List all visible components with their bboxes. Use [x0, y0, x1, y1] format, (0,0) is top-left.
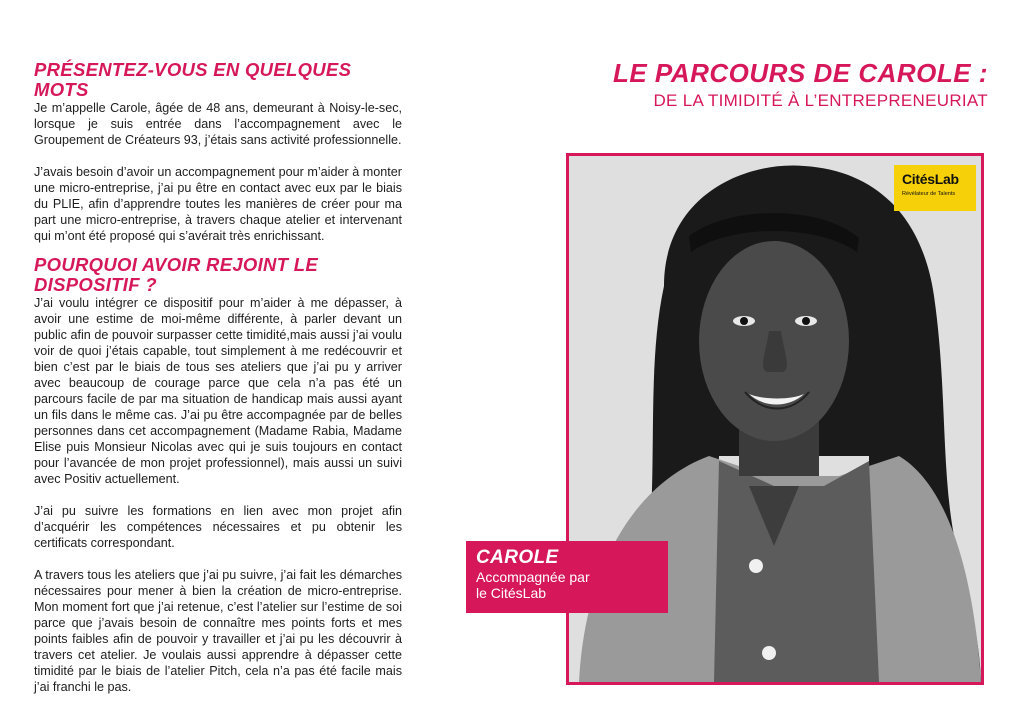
- name-card: [466, 541, 668, 613]
- paragraph: J’ai pu suivre les formations en lien avec mon projet afin d’acquérir les compétences nécessaires et pu obtenir les certificats correspondant.: [34, 504, 402, 550]
- section-heading-presentation: PRÉSENTEZ-VOUS EN QUELQUES MOTS: [34, 59, 352, 100]
- logo-name: CitésLab: [902, 171, 959, 187]
- name-card-line2: le CitésLab: [476, 585, 547, 601]
- citeslab-logo: [894, 165, 976, 211]
- person-name: CAROLE: [476, 547, 559, 568]
- paragraph: Je m’appelle Carole, âgée de 48 ans, demeurant à Noisy-le-sec, lorsque je suis entrée dans l’accompagnement avec le Groupement de Créateurs 93, j’étais sans activité professionnelle.: [34, 101, 402, 147]
- title-block: [613, 58, 988, 112]
- paragraph: J’ai voulu intégrer ce dispositif pour m’aider à me dépasser, à avoir une estime de moi-même différente, à parler devant un public afin de pouvoir surpasser cette timidité,mais aussi j’ai voulu voir de quoi j’étais capable, tout simplement à me redécouvrir et bien c’est par le biais de tous ses ateliers que j’ai pu y arriver avec beaucoup de courage parce que cela n’a pas été un parcours facile de par ma situation de handicap mais aussi ayant un fils dans le même cas. J’ai pu être accompagnée par de belles personnes dans cet accompagnement (Madame Rabia, Madame Elise puis Monsieur Nicolas avec qui je suis toujours en contact pour l’avancée de mon projet professionnel), mais aussi un suivi avec Positiv actuellement.: [34, 296, 402, 486]
- left-column: [34, 60, 402, 695]
- page-title: LE PARCOURS DE CAROLE :: [612, 58, 988, 88]
- paragraph: A travers tous les ateliers que j’ai pu suivre, j’ai fait les démarches nécessaires pour mener à bien la création de micro-entreprise. Mon moment fort que j’ai retenue, c’est l’atelier sur l’estime de soi parce que j’avais besoin de connaître mes points forts et mes points faibles afin de pouvoir y travailler et j’ai pu les découvrir à travers cet atelier. Je voulais aussi apprendre à dépasser cette timidité par le biais de l’atelier Pitch, cela n’a pas été facile mais j’ai franchi le pas.: [34, 568, 402, 694]
- section-heading-motivation: POURQUOI AVOIR REJOINT LE DISPOSITIF ?: [34, 254, 318, 295]
- paragraph: J’avais besoin d’avoir un accompagnement pour m’aider à monter une micro-entreprise, j’ai pu être en contact avec eux par le biais du PLIE, afin d’apprendre toutes les manières de créer pour ma part une micro-entreprise, à travers chaque atelier et intervenant qui m’ont été proposé qui s’avérait très enrichissant.: [34, 165, 402, 243]
- name-card-line1: Accompagnée par: [476, 569, 590, 585]
- logo-tagline: Révélateur de Talents: [902, 191, 956, 197]
- page-subtitle: DE LA TIMIDITÉ À L’ENTREPRENEURIAT: [653, 91, 988, 110]
